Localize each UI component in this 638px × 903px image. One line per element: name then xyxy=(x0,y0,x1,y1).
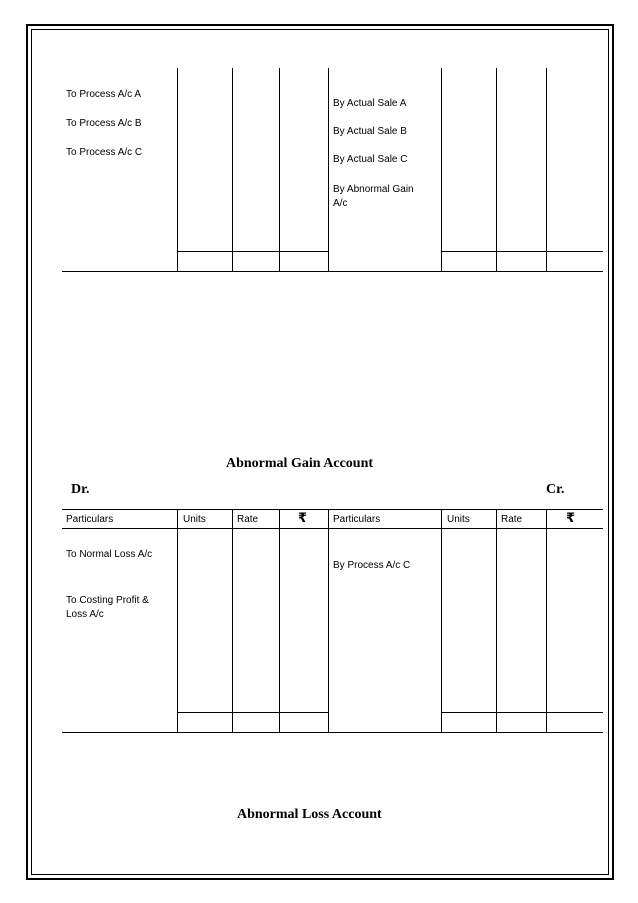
gain-header-bottom-line xyxy=(62,528,603,529)
gain-bottom-line xyxy=(62,732,603,733)
top-credit-item-3: By Actual Sale C xyxy=(333,154,408,165)
top-credit-item-1: By Actual Sale A xyxy=(333,98,407,109)
top-col-divider-2 xyxy=(232,68,233,271)
gain-header-top-line xyxy=(62,509,603,510)
top-total-line-cr xyxy=(441,251,603,252)
dr-label: Dr. xyxy=(71,482,90,497)
top-credit-item-4-cont: A/c xyxy=(333,198,348,209)
header-particulars-cr: Particulars xyxy=(333,514,381,525)
top-credit-item-2: By Actual Sale B xyxy=(333,126,407,137)
gain-col-divider-3 xyxy=(279,509,280,732)
top-col-divider-5 xyxy=(441,68,442,271)
header-rupee-icon-dr: ₹ xyxy=(298,511,308,526)
gain-debit-item-1: To Normal Loss A/c xyxy=(66,549,153,560)
top-col-divider-1 xyxy=(177,68,178,271)
gain-col-divider-2 xyxy=(232,509,233,732)
gain-debit-item-2: To Costing Profit & xyxy=(66,595,149,606)
gain-credit-item-1: By Process A/c C xyxy=(333,560,411,571)
gain-col-divider-6 xyxy=(496,509,497,732)
loss-account-title: Abnormal Loss Account xyxy=(237,807,382,822)
gain-total-line-cr xyxy=(441,712,603,713)
top-bottom-line xyxy=(62,271,603,272)
gain-col-divider-4 xyxy=(328,509,329,732)
header-rupee-icon-cr: ₹ xyxy=(566,511,576,526)
header-rate-cr: Rate xyxy=(501,514,523,525)
top-col-divider-3 xyxy=(279,68,280,271)
top-debit-item-2: To Process A/c B xyxy=(66,118,142,129)
gain-debit-item-2-cont: Loss A/c xyxy=(66,609,104,620)
header-particulars-dr: Particulars xyxy=(66,514,114,525)
top-credit-item-4: By Abnormal Gain xyxy=(333,184,414,195)
top-col-divider-6 xyxy=(496,68,497,271)
gain-total-line-dr xyxy=(177,712,328,713)
top-col-divider-7 xyxy=(546,68,547,271)
gain-col-divider-5 xyxy=(441,509,442,732)
top-total-line-dr xyxy=(177,251,328,252)
header-units-cr: Units xyxy=(447,514,470,525)
cr-label: Cr. xyxy=(546,482,565,497)
gain-col-divider-7 xyxy=(546,509,547,732)
gain-account-title: Abnormal Gain Account xyxy=(226,456,374,471)
top-col-divider-4 xyxy=(328,68,329,271)
gain-col-divider-1 xyxy=(177,509,178,732)
top-debit-item-3: To Process A/c C xyxy=(66,147,143,158)
header-rate-dr: Rate xyxy=(237,514,259,525)
top-debit-item-1: To Process A/c A xyxy=(66,89,142,100)
header-units-dr: Units xyxy=(183,514,206,525)
